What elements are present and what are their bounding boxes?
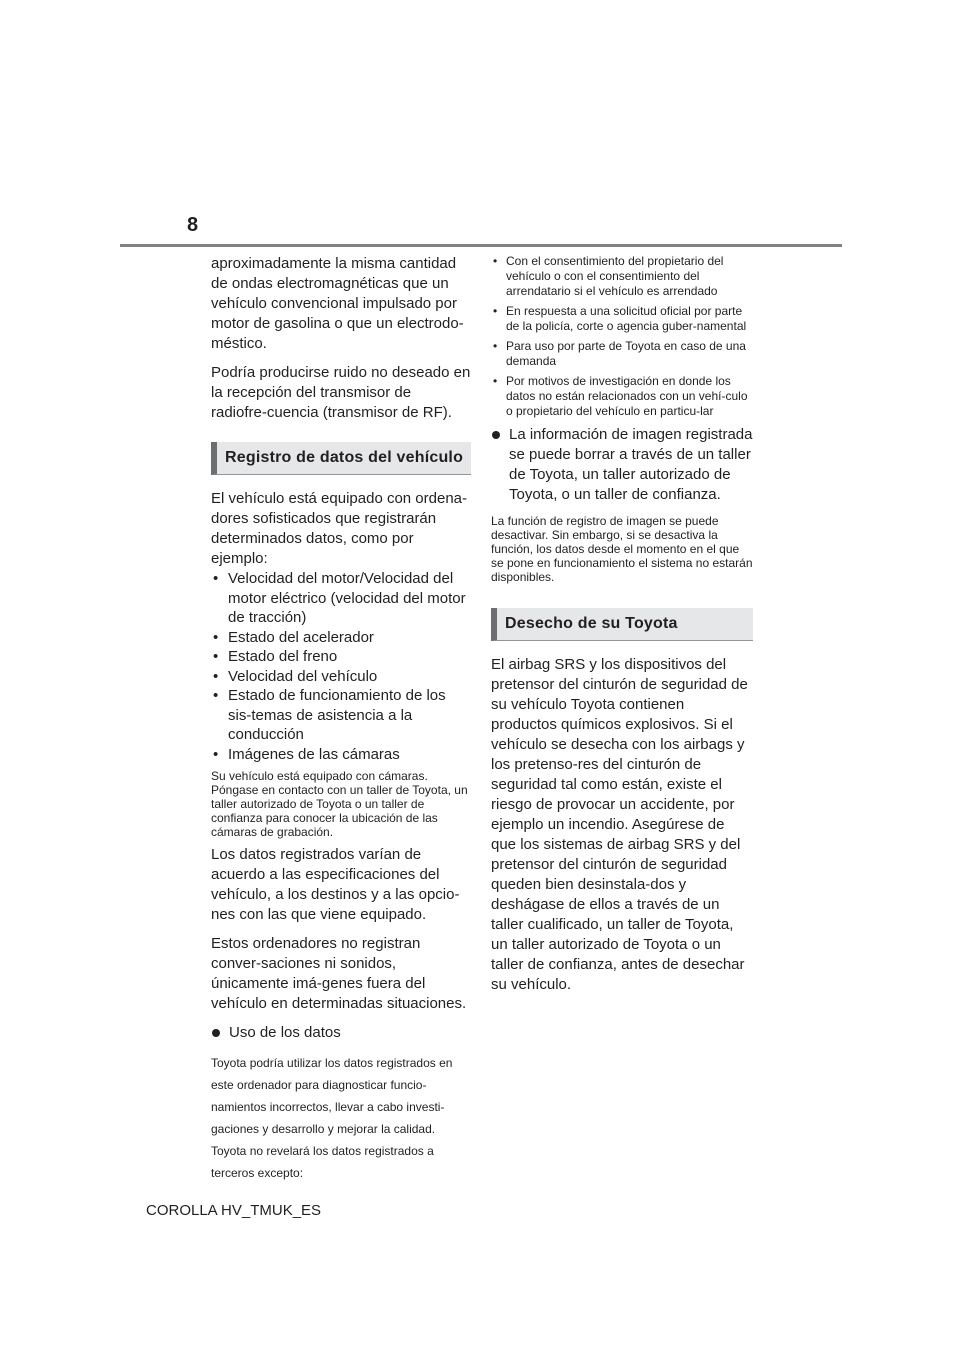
paragraph: Estos ordenadores no registran conver-saciones ni sonidos, únicamente imá-genes fuera del vehículo en determinadas situaciones. — [211, 935, 467, 1012]
recorded-data-list — [211, 569, 471, 764]
right-column — [491, 254, 753, 1004]
left-column — [211, 254, 471, 1184]
subheading-image-erase: La información de imagen registrada se puede borrar a través de un taller de Toyota, un taller autorizado de Toyota, o un taller de confianza. — [491, 425, 753, 505]
page-number: 8 — [187, 214, 199, 236]
list-item: • Imágenes de las cámaras — [213, 745, 400, 763]
subheading-data-use: Uso de los datos — [211, 1023, 471, 1043]
list-item: • En respuesta a una solicitud oficial por parte de la policía, corte o agencia guber-namental — [493, 304, 747, 333]
list-item: • Estado del acelerador — [213, 628, 374, 646]
exceptions-list — [491, 254, 753, 419]
bullet-disc-icon — [492, 431, 500, 439]
note: Toyota no revelará los datos registrados a terceros excepto: — [211, 1144, 434, 1180]
list-item: • Estado del freno — [213, 648, 338, 665]
footer-model-code: COROLLA HV_TMUK_ES — [146, 1202, 322, 1219]
note: Su vehículo está equipado con cámaras. Póngase en contacto con un taller de Toyota, un taller autorizado de Toyota o un taller de confianza para conocer la ubicación de las cámaras de grabación. — [211, 769, 468, 839]
paragraph: Podría producirse ruido no deseado en la recepción del transmisor de radiofre-cuencia (transmisor de RF). — [211, 364, 471, 421]
list-item: • Velocidad del motor/Velocidad del motor eléctrico (velocidad del motor de tracción) — [213, 570, 466, 626]
note: La función de registro de imagen se puede desactivar. Sin embargo, si se desactiva la función, los datos desde el momento en el que se pone en funcionamiento el sistema no estarán disponibles. — [491, 514, 753, 584]
section-heading-disposal: Desecho de su Toyota — [491, 608, 753, 641]
list-item: • Velocidad del vehículo — [213, 667, 378, 685]
header-rule — [120, 244, 842, 247]
paragraph: aproximadamente la misma cantidad de ondas electromagnéticas que un vehículo convencional impulsado por motor de gasolina o que un electrodo-méstico. — [211, 255, 464, 352]
bullet-disc-icon — [212, 1029, 220, 1037]
section-heading-vehicle-data: Registro de datos del vehículo — [211, 442, 471, 475]
list-item: • Por motivos de investigación en donde los datos no están relacionados con un vehí-culo o propietario del vehículo en particu-lar — [493, 374, 748, 418]
paragraph: Los datos registrados varían de acuerdo a las especificaciones del vehículo, a los destinos y a las opcio-nes con las que viene equipado. — [211, 846, 460, 923]
note: Toyota podría utilizar los datos registrados en este ordenador para diagnosticar funcio-namientos incorrectos, llevar a cabo investi-gaciones y desarrollo y mejorar la calidad. — [211, 1056, 453, 1136]
paragraph: El airbag SRS y los dispositivos del pretensor del cinturón de seguridad de su vehículo Toyota contienen productos químicos explosivos. Si el vehículo se desecha con los airbags y los pretenso-res del cinturón de seguridad tal como están, existe el riesgo de provocar un accidente, por ejemplo un incendio. Asegúrese de que los sistemas de airbag SRS y del pretensor del cinturón de seguridad queden bien desinstala-dos y deshágase de ellos a través de un taller cualificado, un taller de Toyota, un taller autorizado de Toyota o un taller de confianza, antes de desechar su vehículo. — [491, 656, 748, 993]
list-item: • Con el consentimiento del propietario del vehículo o con el consentimiento del arrendatario si el vehículo es arrendado — [493, 254, 724, 298]
list-item: • Estado de funcionamiento de los sis-temas de asistencia a la conducción — [213, 687, 446, 743]
list-item: • Para uso por parte de Toyota en caso de una demanda — [493, 339, 746, 368]
paragraph: El vehículo está equipado con ordena-dores sofisticados que registrarán determinados datos, como por ejemplo: — [211, 490, 468, 567]
